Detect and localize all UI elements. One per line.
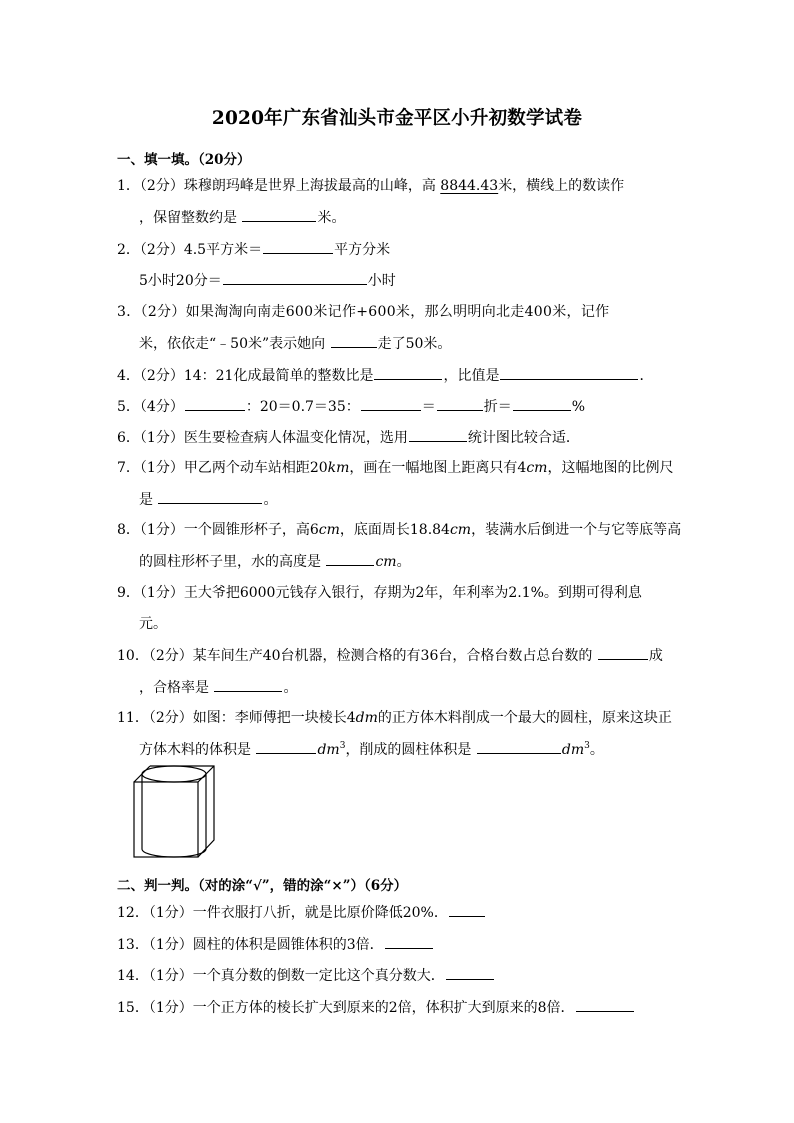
answer-blank[interactable] — [513, 397, 571, 411]
answer-blank[interactable] — [576, 998, 634, 1012]
cube-cylinder-figure — [132, 765, 216, 865]
answer-blank[interactable] — [385, 935, 433, 949]
question-2: 2．（2分）4.5平方米＝ 平方分米 — [117, 242, 391, 258]
question-1: 1．（2分）珠穆朗玛峰是世界上海拔最高的山峰，高 8844.43米，横线上的数读作 — [117, 178, 625, 194]
answer-blank[interactable] — [185, 397, 245, 411]
question-11: 11．（2分）如图：李师傅把一块棱长4dm的正方体木料削成一个最大的圆柱，原来这块正 — [117, 710, 672, 726]
question-9: 9．（1分）王大爷把6000元钱存入银行，存期为2年，年利率为2.1%。到期可得利息 — [117, 585, 642, 601]
question-2-cont: 5小时20分＝ 小时 — [139, 273, 396, 289]
question-3-cont: 米，依依走“﹣50米”表示她向 走了50米。 — [139, 336, 452, 352]
question-13: 13．（1分）圆柱的体积是圆锥体积的3倍． — [117, 935, 434, 954]
question-8-cont: 的圆柱形杯子里，水的高度是 cm。 — [139, 554, 411, 570]
question-12: 12．（1分）一件衣服打八折，就是比原价降低20%． — [117, 903, 486, 922]
answer-blank[interactable] — [158, 490, 262, 504]
answer-blank[interactable] — [331, 334, 377, 348]
question-14: 14．（1分）一个真分数的倒数一定比这个真分数大． — [117, 966, 495, 985]
question-9-cont: 元。 — [139, 616, 167, 632]
answer-blank[interactable] — [263, 240, 333, 254]
answer-blank[interactable] — [326, 552, 374, 566]
question-4: 4．（2分）14：21化成最简单的整数比是 ，比值是 ． — [117, 368, 654, 384]
section-2-heading: 二、判一判。（对的涂“√”，错的涂“×”）（6分） — [117, 878, 408, 894]
answer-blank[interactable] — [223, 271, 367, 285]
question-6: 6．（1分）医生要检查病人体温变化情况，选用 统计图比较合适． — [117, 430, 580, 446]
question-5: 5．（4分） ：20＝0.7＝35： ＝ 折＝ % — [117, 399, 586, 415]
question-1-cont: ，保留整数约是 米。 — [139, 210, 346, 226]
page-title: 2020年广东省汕头市金平区小升初数学试卷 — [211, 108, 583, 129]
answer-blank[interactable] — [446, 966, 494, 980]
question-7-cont: 是 。 — [139, 492, 278, 508]
answer-blank[interactable] — [374, 366, 442, 380]
answer-blank[interactable] — [214, 678, 282, 692]
answer-blank[interactable] — [361, 397, 421, 411]
underlined-value: 8844.43 — [440, 178, 499, 194]
question-10-cont: ，合格率是 。 — [139, 680, 298, 696]
answer-blank[interactable] — [409, 428, 467, 442]
question-3: 3．（2分）如果淘淘向南走600米记作+600米，那么明明向北走400米，记作 — [117, 304, 610, 320]
answer-blank[interactable] — [256, 740, 316, 754]
question-11-cont: 方体木料的体积是 $dm^3$，削成的圆柱体积是 $dm^3$。 — [139, 741, 604, 758]
section-1-heading: 一、填一填。（20分） — [117, 152, 251, 168]
answer-blank[interactable] — [477, 740, 561, 754]
answer-blank[interactable] — [242, 208, 316, 222]
answer-blank[interactable] — [449, 903, 485, 917]
question-15: 15．（1分）一个正方体的棱长扩大到原来的2倍，体积扩大到原来的8倍． — [117, 998, 635, 1017]
question-10: 10．（2分）某车间生产40台机器，检测合格的有36台，合格台数占总台数的 成 — [117, 648, 663, 664]
question-7: 7．（1分）甲乙两个动车站相距20km，画在一幅地图上距离只有4cm，这幅地图的比例尺 — [117, 460, 674, 476]
answer-blank[interactable] — [437, 397, 483, 411]
question-8: 8．（1分）一个圆锥形杯子，高6cm，底面周长18.84cm，装满水后倒进一个与它等底等高 — [117, 522, 682, 538]
answer-blank[interactable] — [598, 646, 648, 660]
answer-blank[interactable] — [500, 366, 638, 380]
